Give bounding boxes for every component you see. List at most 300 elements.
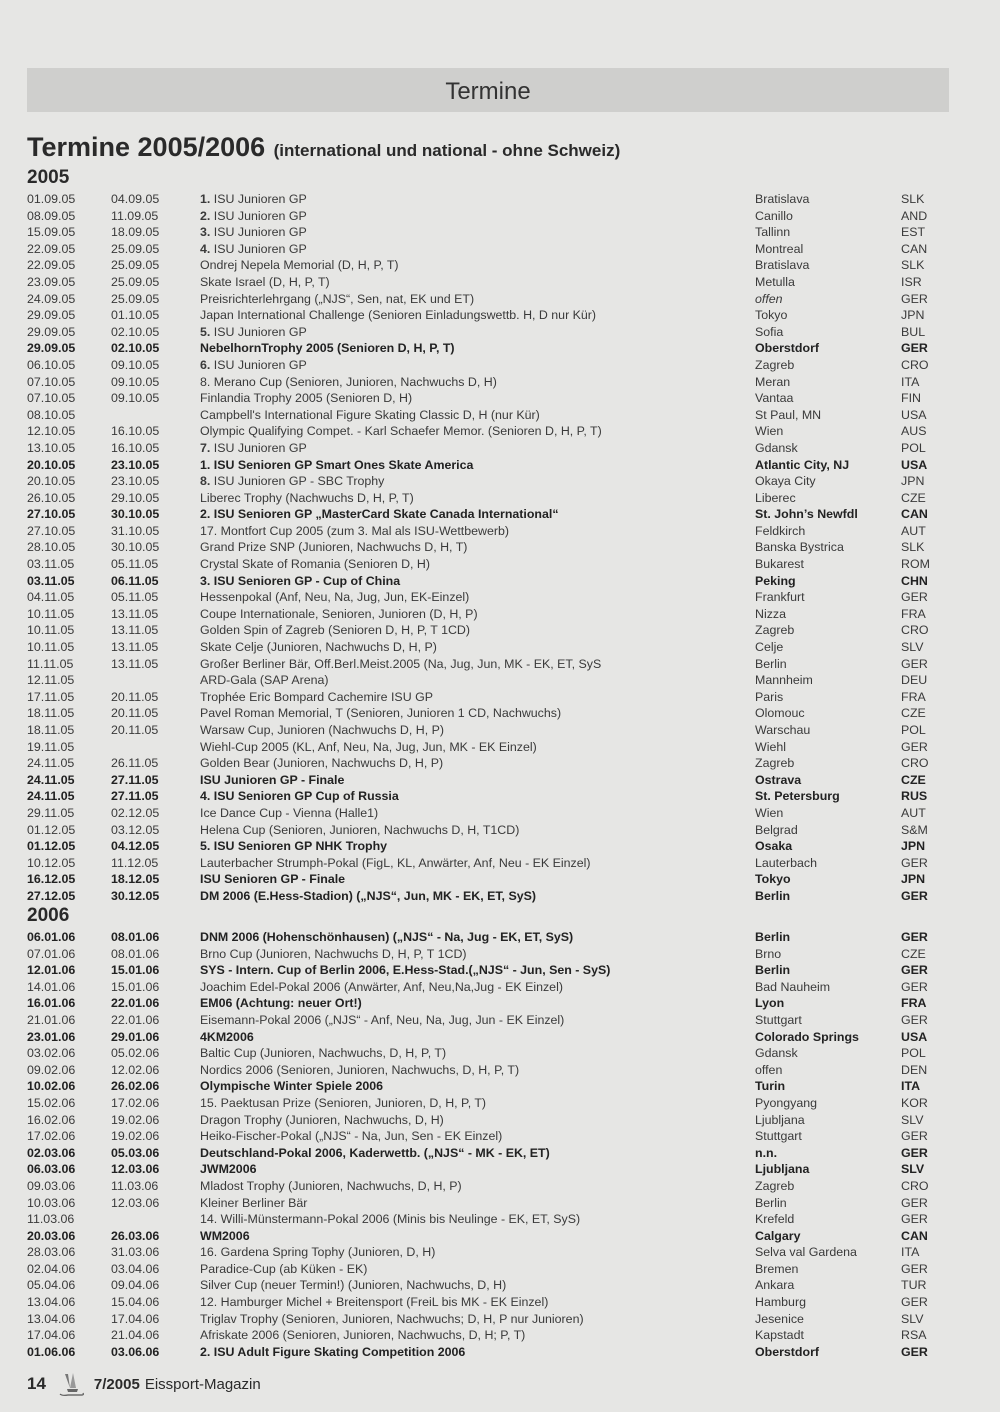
event-name: Olympische Winter Spiele 2006: [200, 1079, 384, 1094]
event-name: Wiehl-Cup 2005 (KL, Anf, Neu, Na, Jug, Jun, MK - EK Einzel): [200, 739, 537, 754]
city: Frankfurt: [755, 590, 805, 605]
event-name: Trophée Eric Bompard Cachemire ISU GP: [200, 689, 433, 704]
end-date: 30.10.05: [111, 540, 160, 555]
table-row: [27, 440, 967, 457]
event-name: JWM2006: [200, 1162, 257, 1177]
end-date: 18.09.05: [111, 225, 160, 240]
start-date: 20.10.05: [27, 474, 76, 489]
table-row: [27, 539, 967, 556]
event-name: Großer Berliner Bär, Off.Berl.Meist.2005 (Na, Jug, Jun, MK - EK, ET, SyS: [200, 656, 602, 671]
start-date: 19.11.05: [27, 739, 75, 754]
country-code: GER: [901, 1344, 928, 1359]
event-name: Pavel Roman Memorial, T (Senioren, Junioren 1 CD, Nachwuchs): [200, 706, 562, 721]
city: Wien: [755, 424, 784, 439]
events-table-2005: [27, 191, 967, 905]
end-date: 29.01.06: [111, 1029, 160, 1044]
start-date: 01.09.05: [27, 192, 76, 206]
event-name: 5. ISU Senioren GP NHK Trophy: [200, 839, 388, 854]
event-name: Lauterbacher Strumph-Pokal (FigL, KL, Anwärter, Anf, Neu - EK Einzel): [200, 855, 591, 870]
end-date: 02.10.05: [111, 341, 160, 356]
end-date: 15.04.06: [111, 1295, 160, 1310]
table-row: [27, 822, 967, 839]
end-date: 16.10.05: [111, 440, 160, 455]
table-row: [27, 340, 967, 357]
city: Selva val Gardena: [755, 1245, 857, 1260]
start-date: 12.11.05: [27, 673, 75, 688]
event-name: NebelhornTrophy 2005 (Senioren D, H, P, T): [200, 341, 455, 356]
event-number: 3.: [200, 225, 211, 240]
end-date: 30.10.05: [111, 507, 160, 522]
end-date: 02.12.05: [111, 805, 160, 820]
start-date: 28.03.06: [27, 1245, 76, 1260]
event-number: 2.: [200, 208, 211, 223]
start-date: 16.12.05: [27, 872, 76, 887]
event-name: [200, 241, 307, 258]
table-row: [27, 871, 967, 888]
event-name: ISU Junioren GP - Finale: [200, 772, 345, 787]
event-name: Triglav Trophy (Senioren, Junioren, Nachwuchs; D, H, P nur Junioren): [200, 1311, 584, 1326]
table-row: [27, 995, 967, 1012]
end-date: 13.11.05: [111, 606, 159, 621]
event-name: Kleiner Berliner Bär: [200, 1195, 308, 1210]
event-name: Warsaw Cup, Junioren (Nachwuchs D, H, P): [200, 723, 444, 737]
table-row: [27, 490, 967, 507]
city: Stuttgart: [755, 1012, 802, 1027]
event-name: EM06 (Achtung: neuer Ort!): [200, 996, 362, 1011]
skate-logo-icon: [56, 1370, 86, 1398]
start-date: 13.04.06: [27, 1295, 76, 1310]
start-date: 03.02.06: [27, 1046, 76, 1061]
city: offen: [755, 291, 783, 306]
end-date: 18.12.05: [111, 872, 160, 887]
table-row: [27, 208, 967, 225]
country-code: USA: [901, 407, 927, 422]
city: Ostrava: [755, 772, 802, 787]
event-name: ISU Senioren GP - Finale: [200, 872, 346, 887]
end-date: 23.10.05: [111, 457, 160, 472]
country-code: SLV: [901, 640, 924, 655]
country-code: TUR: [901, 1278, 927, 1293]
event-name: [200, 324, 307, 341]
event-title: ISU Junioren GP: [210, 440, 307, 455]
start-date: 27.10.05: [27, 507, 76, 522]
end-date: 17.04.06: [111, 1311, 160, 1326]
start-date: 02.03.06: [27, 1145, 76, 1160]
city: Ljubljana: [755, 1162, 810, 1177]
country-code: ISR: [901, 274, 922, 289]
end-date: 26.11.05: [111, 756, 159, 771]
start-date: 17.02.06: [27, 1129, 76, 1144]
city: Feldkirch: [755, 523, 806, 538]
country-code: CRO: [901, 357, 929, 372]
start-date: 20.10.05: [27, 457, 76, 472]
table-row: [27, 1211, 967, 1228]
event-name: Preisrichterlehrgang („NJS“, Sen, nat, EK und ET): [200, 291, 475, 306]
country-code: GER: [901, 979, 928, 994]
table-row: [27, 407, 967, 424]
city: Berlin: [755, 656, 787, 671]
end-date: 13.11.05: [111, 656, 159, 671]
event-name: 2. ISU Adult Figure Skating Competition 2006: [200, 1344, 466, 1359]
country-code: CZE: [901, 946, 926, 961]
city: Liberec: [755, 490, 796, 505]
country-code: CRO: [901, 1178, 929, 1193]
end-date: 25.09.05: [111, 258, 160, 273]
event-name: [200, 440, 307, 457]
city: Gdansk: [755, 1046, 798, 1061]
city: Vantaa: [755, 391, 794, 406]
end-date: 30.12.05: [111, 888, 160, 903]
city: Metulla: [755, 274, 795, 289]
start-date: 24.11.05: [27, 756, 75, 771]
end-date: 09.10.05: [111, 391, 160, 406]
country-code: GER: [901, 341, 928, 356]
city: Pyongyang: [755, 1095, 818, 1110]
end-date: 05.11.05: [111, 590, 159, 605]
end-date: 06.11.05: [111, 573, 159, 588]
start-date: 01.06.06: [27, 1344, 76, 1359]
page-title-main: Termine 2005/2006: [27, 132, 266, 162]
start-date: 01.12.05: [27, 822, 76, 837]
table-row: [27, 739, 967, 756]
start-date: 10.12.05: [27, 855, 76, 870]
city: St Paul, MN: [755, 407, 822, 422]
start-date: 07.10.05: [27, 374, 76, 389]
end-date: 09.04.06: [111, 1278, 160, 1293]
event-name: [200, 357, 307, 374]
start-date: 24.09.05: [27, 291, 76, 306]
table-row: [27, 307, 967, 324]
end-date: 11.09.05: [111, 208, 159, 223]
end-date: 17.02.06: [111, 1095, 160, 1110]
country-code: ITA: [901, 1079, 921, 1094]
city: Jesenice: [755, 1311, 804, 1326]
table-row: [27, 946, 967, 963]
event-name: Deutschland-Pokal 2006, Kaderwettb. („NJS“ - MK - EK, ET): [200, 1145, 550, 1160]
country-code: AUS: [901, 424, 927, 439]
city: Turin: [755, 1079, 786, 1094]
country-code: POL: [901, 440, 926, 455]
city: Krefeld: [755, 1212, 795, 1227]
event-title: ISU Junioren GP: [210, 225, 307, 240]
table-row: [27, 390, 967, 407]
start-date: 03.11.05: [27, 557, 75, 572]
event-name: WM2006: [200, 1228, 250, 1243]
start-date: 05.04.06: [27, 1278, 76, 1293]
end-date: 25.09.05: [111, 291, 160, 306]
end-date: 12.03.06: [111, 1195, 160, 1210]
country-code: CAN: [901, 241, 928, 256]
table-row: [27, 1045, 967, 1062]
start-date: 14.01.06: [27, 979, 76, 994]
city: Tokyo: [755, 872, 791, 887]
city: Berlin: [755, 930, 791, 944]
event-title: ISU Junioren GP: [210, 324, 307, 339]
country-code: CHN: [901, 573, 928, 588]
event-name: Dragon Trophy (Junioren, Nachwuchs, D, H): [200, 1112, 444, 1127]
start-date: 18.11.05: [27, 706, 75, 721]
city: Lauterbach: [755, 855, 818, 870]
city: Gdansk: [755, 440, 798, 455]
end-date: 31.03.06: [111, 1245, 160, 1260]
table-row: [27, 556, 967, 573]
start-date: 12.10.05: [27, 424, 76, 439]
country-code: CRO: [901, 623, 929, 638]
city: Belgrad: [755, 822, 798, 837]
country-code: USA: [901, 1029, 928, 1044]
start-date: 11.11.05: [27, 656, 74, 671]
start-date: 15.02.06: [27, 1095, 76, 1110]
country-code: JPN: [901, 839, 926, 854]
table-row: [27, 1095, 967, 1112]
start-date: 24.11.05: [27, 772, 75, 787]
event-name: 17. Montfort Cup 2005 (zum 3. Mal als ISU-Wettbewerb): [200, 523, 509, 538]
country-code: GER: [901, 291, 928, 306]
country-code: CZE: [901, 490, 926, 505]
end-date: 23.10.05: [111, 474, 160, 489]
end-date: 09.10.05: [111, 374, 160, 389]
country-code: FRA: [901, 996, 927, 1011]
city: Oberstdorf: [755, 341, 820, 356]
city: Mannheim: [755, 673, 813, 688]
country-code: BUL: [901, 324, 926, 339]
table-row: [27, 1128, 967, 1145]
event-name: Ice Dance Cup - Vienna (Halle1): [200, 805, 379, 820]
end-date: 26.02.06: [111, 1079, 160, 1094]
event-name: Hessenpokal (Anf, Neu, Na, Jug, Jun, EK-Einzel): [200, 590, 470, 605]
event-name: 4KM2006: [200, 1029, 254, 1044]
city: Olomouc: [755, 706, 805, 721]
event-name: Skate Celje (Junioren, Nachwuchs D, H, P): [200, 640, 437, 655]
end-date: 03.06.06: [111, 1344, 160, 1359]
table-row: [27, 705, 967, 722]
start-date: 02.04.06: [27, 1261, 76, 1276]
table-row: [27, 1161, 967, 1178]
event-name: Silver Cup (neuer Termin!) (Junioren, Nachwuchs, D, H): [200, 1278, 507, 1293]
start-date: 13.04.06: [27, 1311, 76, 1326]
country-code: SLV: [901, 1311, 924, 1326]
year-heading-2005: 2005: [27, 167, 70, 188]
end-date: 27.11.05: [111, 789, 159, 804]
events-table-2006: [27, 929, 967, 1360]
city: Berlin: [755, 888, 791, 903]
city: Zagreb: [755, 756, 795, 771]
table-row: [27, 473, 967, 490]
country-code: ROM: [901, 557, 930, 572]
city: Zagreb: [755, 357, 795, 372]
year-heading-2006: 2006: [27, 905, 70, 926]
country-code: CZE: [901, 706, 926, 721]
event-title: ISU Junioren GP - SBC Trophy: [210, 474, 385, 489]
event-name: Paradice-Cup (ab Küken - EK): [200, 1261, 368, 1276]
start-date: 24.11.05: [27, 789, 75, 804]
city: Colorado Springs: [755, 1029, 859, 1044]
country-code: GER: [901, 1261, 928, 1276]
country-code: GER: [901, 930, 928, 944]
table-row: [27, 274, 967, 291]
start-date: 08.10.05: [27, 407, 76, 422]
table-row: [27, 1078, 967, 1095]
city: Tokyo: [755, 308, 788, 323]
table-row: [27, 979, 967, 996]
start-date: 16.02.06: [27, 1112, 76, 1127]
city: Bukarest: [755, 557, 804, 572]
country-code: GER: [901, 1012, 928, 1027]
table-row: [27, 191, 967, 208]
table-row: [27, 1029, 967, 1046]
table-row: [27, 291, 967, 308]
table-row: [27, 523, 967, 540]
start-date: 18.11.05: [27, 723, 75, 737]
city: Wien: [755, 805, 784, 820]
event-name: Olympic Qualifying Compet. - Karl Schaefer Memor. (Senioren D, H, P, T): [200, 424, 602, 439]
city: Oberstdorf: [755, 1344, 820, 1359]
city: Stuttgart: [755, 1129, 802, 1144]
start-date: 06.03.06: [27, 1162, 76, 1177]
table-row: [27, 962, 967, 979]
end-date: 26.03.06: [111, 1228, 160, 1243]
city: Berlin: [755, 963, 791, 978]
country-code: GER: [901, 1295, 928, 1310]
event-number: 7.: [200, 440, 211, 455]
country-code: S&M: [901, 822, 928, 837]
start-date: 16.01.06: [27, 996, 76, 1011]
end-date: 19.02.06: [111, 1129, 160, 1144]
city: Nizza: [755, 606, 786, 621]
table-row: [27, 1294, 967, 1311]
end-date: 05.11.05: [111, 557, 159, 572]
city: Ljubljana: [755, 1112, 805, 1127]
event-name: Skate Israel (D, H, P, T): [200, 274, 330, 289]
city: Lyon: [755, 996, 785, 1011]
start-date: 10.03.06: [27, 1195, 76, 1210]
country-code: ITA: [901, 1245, 920, 1260]
end-date: 25.09.05: [111, 274, 160, 289]
table-row: [27, 257, 967, 274]
city: Kapstadt: [755, 1328, 804, 1343]
end-date: 15.01.06: [111, 979, 160, 994]
event-name: 14. Willi-Münstermann-Pokal 2006 (Minis bis Neulinge - EK, ET, SyS): [200, 1212, 581, 1227]
event-name: Ondrej Nepela Memorial (D, H, P, T): [200, 258, 399, 273]
country-code: SLV: [901, 1162, 925, 1177]
country-code: EST: [901, 225, 926, 240]
city: Bratislava: [755, 192, 810, 206]
country-code: GER: [901, 855, 928, 870]
event-name: Helena Cup (Senioren, Junioren, Nachwuchs D, H, T1CD): [200, 822, 520, 837]
event-name: [200, 208, 307, 225]
country-code: USA: [901, 457, 928, 472]
event-name: Coupe Internationale, Senioren, Junioren (D, H, P): [200, 606, 478, 621]
end-date: 04.09.05: [111, 192, 160, 206]
section-banner: [27, 68, 949, 112]
event-name: ARD-Gala (SAP Arena): [200, 673, 329, 688]
event-name: [200, 191, 307, 208]
start-date: 29.09.05: [27, 324, 76, 339]
table-row: [27, 1344, 967, 1361]
event-name: Heiko-Fischer-Pokal („NJS“ - Na, Jun, Sen - EK Einzel): [200, 1129, 503, 1144]
end-date: 03.04.06: [111, 1261, 160, 1276]
event-number: 8.: [200, 474, 211, 489]
table-row: [27, 423, 967, 440]
city: Montreal: [755, 241, 804, 256]
city: Bad Nauheim: [755, 979, 831, 994]
start-date: 29.09.05: [27, 308, 76, 323]
start-date: 15.09.05: [27, 225, 76, 240]
city: Tallinn: [755, 225, 791, 240]
end-date: 11.12.05: [111, 855, 159, 870]
start-date: 23.09.05: [27, 274, 76, 289]
page-title-sub: (international und national - ohne Schweiz): [273, 141, 621, 160]
city: Zagreb: [755, 1178, 795, 1193]
table-row: [27, 755, 967, 772]
table-row: [27, 888, 967, 905]
country-code: GER: [901, 888, 928, 903]
event-name: Eisemann-Pokal 2006 („NJS“ - Anf, Neu, Na, Jug, Jun - EK Einzel): [200, 1012, 565, 1027]
country-code: JPN: [901, 308, 925, 323]
event-name: [200, 473, 384, 490]
event-title: ISU Junioren GP: [210, 357, 307, 372]
table-row: [27, 606, 967, 623]
table-row: [27, 1244, 967, 1261]
table-row: [27, 357, 967, 374]
table-row: [27, 1178, 967, 1195]
city: Zagreb: [755, 623, 795, 638]
page-footer: [27, 1370, 261, 1398]
city: Ankara: [755, 1278, 795, 1293]
country-code: FIN: [901, 391, 921, 406]
start-date: 10.11.05: [27, 640, 75, 655]
country-code: AND: [901, 208, 928, 223]
event-name: 3. ISU Senioren GP - Cup of China: [200, 573, 401, 588]
country-code: CRO: [901, 756, 929, 771]
country-code: GER: [901, 1212, 928, 1227]
table-row: [27, 805, 967, 822]
event-name: SYS - Intern. Cup of Berlin 2006, E.Hess-Stad.(„NJS“ - Jun, Sen - SyS): [200, 963, 611, 978]
start-date: 29.09.05: [27, 341, 76, 356]
event-name: [200, 224, 307, 241]
end-date: 13.11.05: [111, 623, 159, 638]
table-row: [27, 374, 967, 391]
end-date: 02.10.05: [111, 324, 160, 339]
end-date: 04.12.05: [111, 839, 160, 854]
end-date: 27.11.05: [111, 772, 159, 787]
end-date: 05.03.06: [111, 1145, 160, 1160]
city: Calgary: [755, 1228, 801, 1243]
country-code: SLV: [901, 1112, 924, 1127]
start-date: 26.10.05: [27, 490, 76, 505]
start-date: 22.09.05: [27, 258, 76, 273]
event-name: Golden Spin of Zagreb (Senioren D, H, P, T 1CD): [200, 623, 470, 638]
end-date: 15.01.06: [111, 963, 160, 978]
country-code: CZE: [901, 772, 926, 787]
table-row: [27, 672, 967, 689]
country-code: SLK: [901, 192, 925, 206]
end-date: 05.02.06: [111, 1046, 160, 1061]
event-name: Campbell's International Figure Skating Classic D, H (nur Kür): [200, 407, 540, 422]
table-row: [27, 622, 967, 639]
end-date: 12.03.06: [111, 1162, 160, 1177]
event-name: Japan International Challenge (Senioren Einladungswettb. H, D nur Kür): [200, 308, 597, 323]
start-date: 08.09.05: [27, 208, 76, 223]
end-date: 19.02.06: [111, 1112, 160, 1127]
country-code: CAN: [901, 507, 928, 522]
start-date: 27.10.05: [27, 523, 76, 538]
start-date: 29.11.05: [27, 805, 75, 820]
event-name: Mladost Trophy (Junioren, Nachwuchs, D, H, P): [200, 1178, 462, 1193]
start-date: 10.11.05: [27, 623, 75, 638]
city: Atlantic City, NJ: [755, 457, 850, 472]
end-date: 08.01.06: [111, 946, 160, 961]
